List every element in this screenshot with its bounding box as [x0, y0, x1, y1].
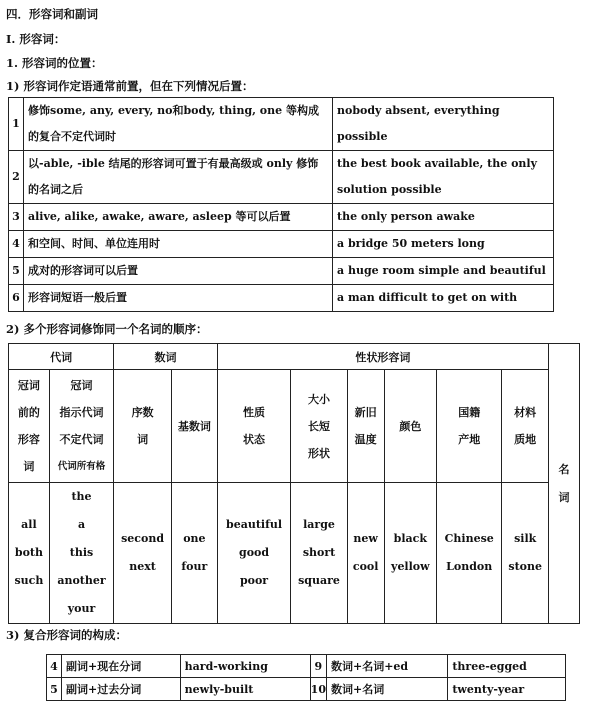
example-cell — [217, 483, 291, 624]
cell-rule: alive, alike, awake, aware, asleep 等可以后置 — [24, 204, 333, 231]
column-header — [502, 370, 549, 483]
header-line: 冠词 — [17, 379, 40, 392]
column-header — [114, 370, 172, 483]
example-word: beautiful — [226, 518, 283, 531]
example-word: next — [129, 560, 156, 573]
example-cell — [171, 483, 217, 624]
example-word: London — [446, 560, 493, 573]
example-word: four — [181, 560, 208, 573]
cell-num: 6 — [9, 285, 24, 312]
header-line: 形状 — [308, 446, 331, 460]
cell-num: 2 — [9, 151, 24, 204]
example-word: new — [353, 532, 378, 545]
sub-heading-postposition: 1) 形容词作定语通常前置，但在下列情况后置： — [6, 79, 254, 93]
cell-example: the best book available, the only solution possible — [333, 151, 554, 204]
cell-example: nobody absent, everything possible — [333, 98, 554, 151]
sub-heading-position: 1. 形容词的位置： — [6, 56, 103, 70]
example-cell — [384, 483, 437, 624]
example-word: square — [298, 574, 340, 587]
example-word: good — [239, 546, 270, 559]
header-line: 冠词 — [70, 379, 93, 392]
example-word: poor — [239, 574, 269, 587]
example-word: your — [67, 602, 96, 615]
column-header — [9, 370, 50, 483]
example-word: the — [71, 490, 92, 503]
table-row — [9, 285, 554, 312]
example-word: yellow — [391, 560, 430, 573]
example-cell — [291, 483, 347, 624]
cell-example: a huge room simple and beautiful — [333, 258, 554, 285]
cell-example: a man difficult to get on with — [333, 285, 554, 312]
column-header — [291, 370, 347, 483]
example-word: short — [302, 546, 336, 559]
cell-e1: newly-built — [180, 678, 310, 701]
header-line: 基数词 — [177, 419, 211, 433]
example-word: Chinese — [444, 532, 494, 545]
example-word: stone — [508, 560, 542, 573]
sub-heading-adjectives: I. 形容词： — [6, 32, 66, 46]
header-line: 国籍 — [458, 406, 481, 419]
noun-column — [549, 344, 580, 624]
cell-rule: 和空间、时间、单位连用时 — [24, 231, 333, 258]
cell-n2: 9 — [310, 655, 326, 678]
example-cell — [347, 483, 384, 624]
example-word: such — [14, 574, 44, 587]
header-line: 指示代词 — [59, 406, 104, 419]
table-row — [47, 678, 566, 701]
example-word: second — [121, 532, 165, 545]
cell-e1: hard-working — [180, 655, 310, 678]
example-word: one — [183, 532, 206, 545]
cell-e2: twenty-year — [448, 678, 566, 701]
column-header — [437, 370, 502, 483]
header-line: 温度 — [354, 433, 377, 446]
cell-num: 4 — [9, 231, 24, 258]
header-line: 不定代词 — [59, 433, 104, 446]
cell-n1: 4 — [47, 655, 62, 678]
header-line: 大小 — [308, 392, 331, 406]
header-line: 词 — [23, 460, 35, 473]
example-word: this — [69, 546, 94, 559]
example-word: a — [77, 518, 86, 531]
group-descriptive: 性状形容词 — [217, 344, 548, 370]
cell-rule: 修饰some, any, every, no和body, thing, one 等构成的复合不定代词时 — [24, 98, 333, 151]
column-header — [347, 370, 384, 483]
cell-r1: 副词+过去分词 — [62, 678, 181, 701]
table-row — [47, 655, 566, 678]
example-word: large — [303, 518, 335, 531]
column-header — [171, 370, 217, 483]
cell-n1: 5 — [47, 678, 62, 701]
column-header — [384, 370, 437, 483]
header-line: 前的 — [17, 406, 40, 419]
group-pronoun: 代词 — [9, 344, 114, 370]
cell-num: 3 — [9, 204, 24, 231]
cell-r1: 副词+现在分词 — [62, 655, 181, 678]
example-word: black — [393, 532, 427, 545]
cell-example: the only person awake — [333, 204, 554, 231]
example-word: another — [57, 574, 106, 587]
header-line: 质地 — [514, 433, 537, 446]
cell-rule: 形容词短语一般后置 — [24, 285, 333, 312]
example-cell — [114, 483, 172, 624]
cell-r2: 数词+名词+ed — [326, 655, 447, 678]
example-word: both — [14, 546, 43, 559]
cell-num: 5 — [9, 258, 24, 285]
adjective-order-table — [8, 343, 580, 624]
cell-example: a bridge 50 meters long — [333, 231, 554, 258]
column-header — [49, 370, 113, 483]
cell-num: 1 — [9, 98, 24, 151]
column-header — [217, 370, 291, 483]
header-line: 产地 — [458, 433, 481, 446]
header-line: 状态 — [243, 433, 266, 446]
cell-rule: 成对的形容词可以后置 — [24, 258, 333, 285]
table-row — [9, 151, 554, 204]
header-line: 形容 — [17, 433, 40, 446]
example-word: silk — [514, 532, 537, 545]
header-line: 材料 — [514, 406, 537, 419]
example-word: all — [21, 518, 37, 531]
header-line: 长短 — [308, 419, 331, 433]
section-heading: 四．形容词和副词 — [6, 7, 98, 21]
table-row — [9, 231, 554, 258]
example-cell — [437, 483, 502, 624]
cell-rule: 以-able, -ible 结尾的形容词可置于有最高级或 only 修饰的名词之后 — [24, 151, 333, 204]
cell-r2: 数词+名词 — [326, 678, 447, 701]
header-line: 新旧 — [354, 406, 377, 419]
header-line: 性质 — [243, 406, 266, 419]
header-line: 代词所有格 — [57, 461, 106, 472]
header-line: 词 — [137, 433, 149, 446]
postposition-table — [8, 97, 554, 312]
cell-e2: three-egged — [448, 655, 566, 678]
example-cell — [9, 483, 50, 624]
heading-compound-adjectives: 3) 复合形容词的构成： — [6, 628, 127, 642]
compound-adjective-table — [46, 654, 566, 701]
header-line: 序数 — [131, 406, 154, 419]
table-row — [9, 204, 554, 231]
heading-adjective-order: 2) 多个形容词修饰同一个名词的顺序： — [6, 322, 208, 336]
group-numeral: 数词 — [114, 344, 218, 370]
cell-n2: 10 — [310, 678, 326, 701]
example-word: cool — [352, 560, 379, 573]
noun-char: 词 — [558, 490, 570, 504]
header-line: 颜色 — [399, 419, 422, 433]
noun-char: 名 — [558, 462, 570, 476]
example-cell — [502, 483, 549, 624]
table-row — [9, 98, 554, 151]
example-cell — [49, 483, 113, 624]
table-row — [9, 258, 554, 285]
